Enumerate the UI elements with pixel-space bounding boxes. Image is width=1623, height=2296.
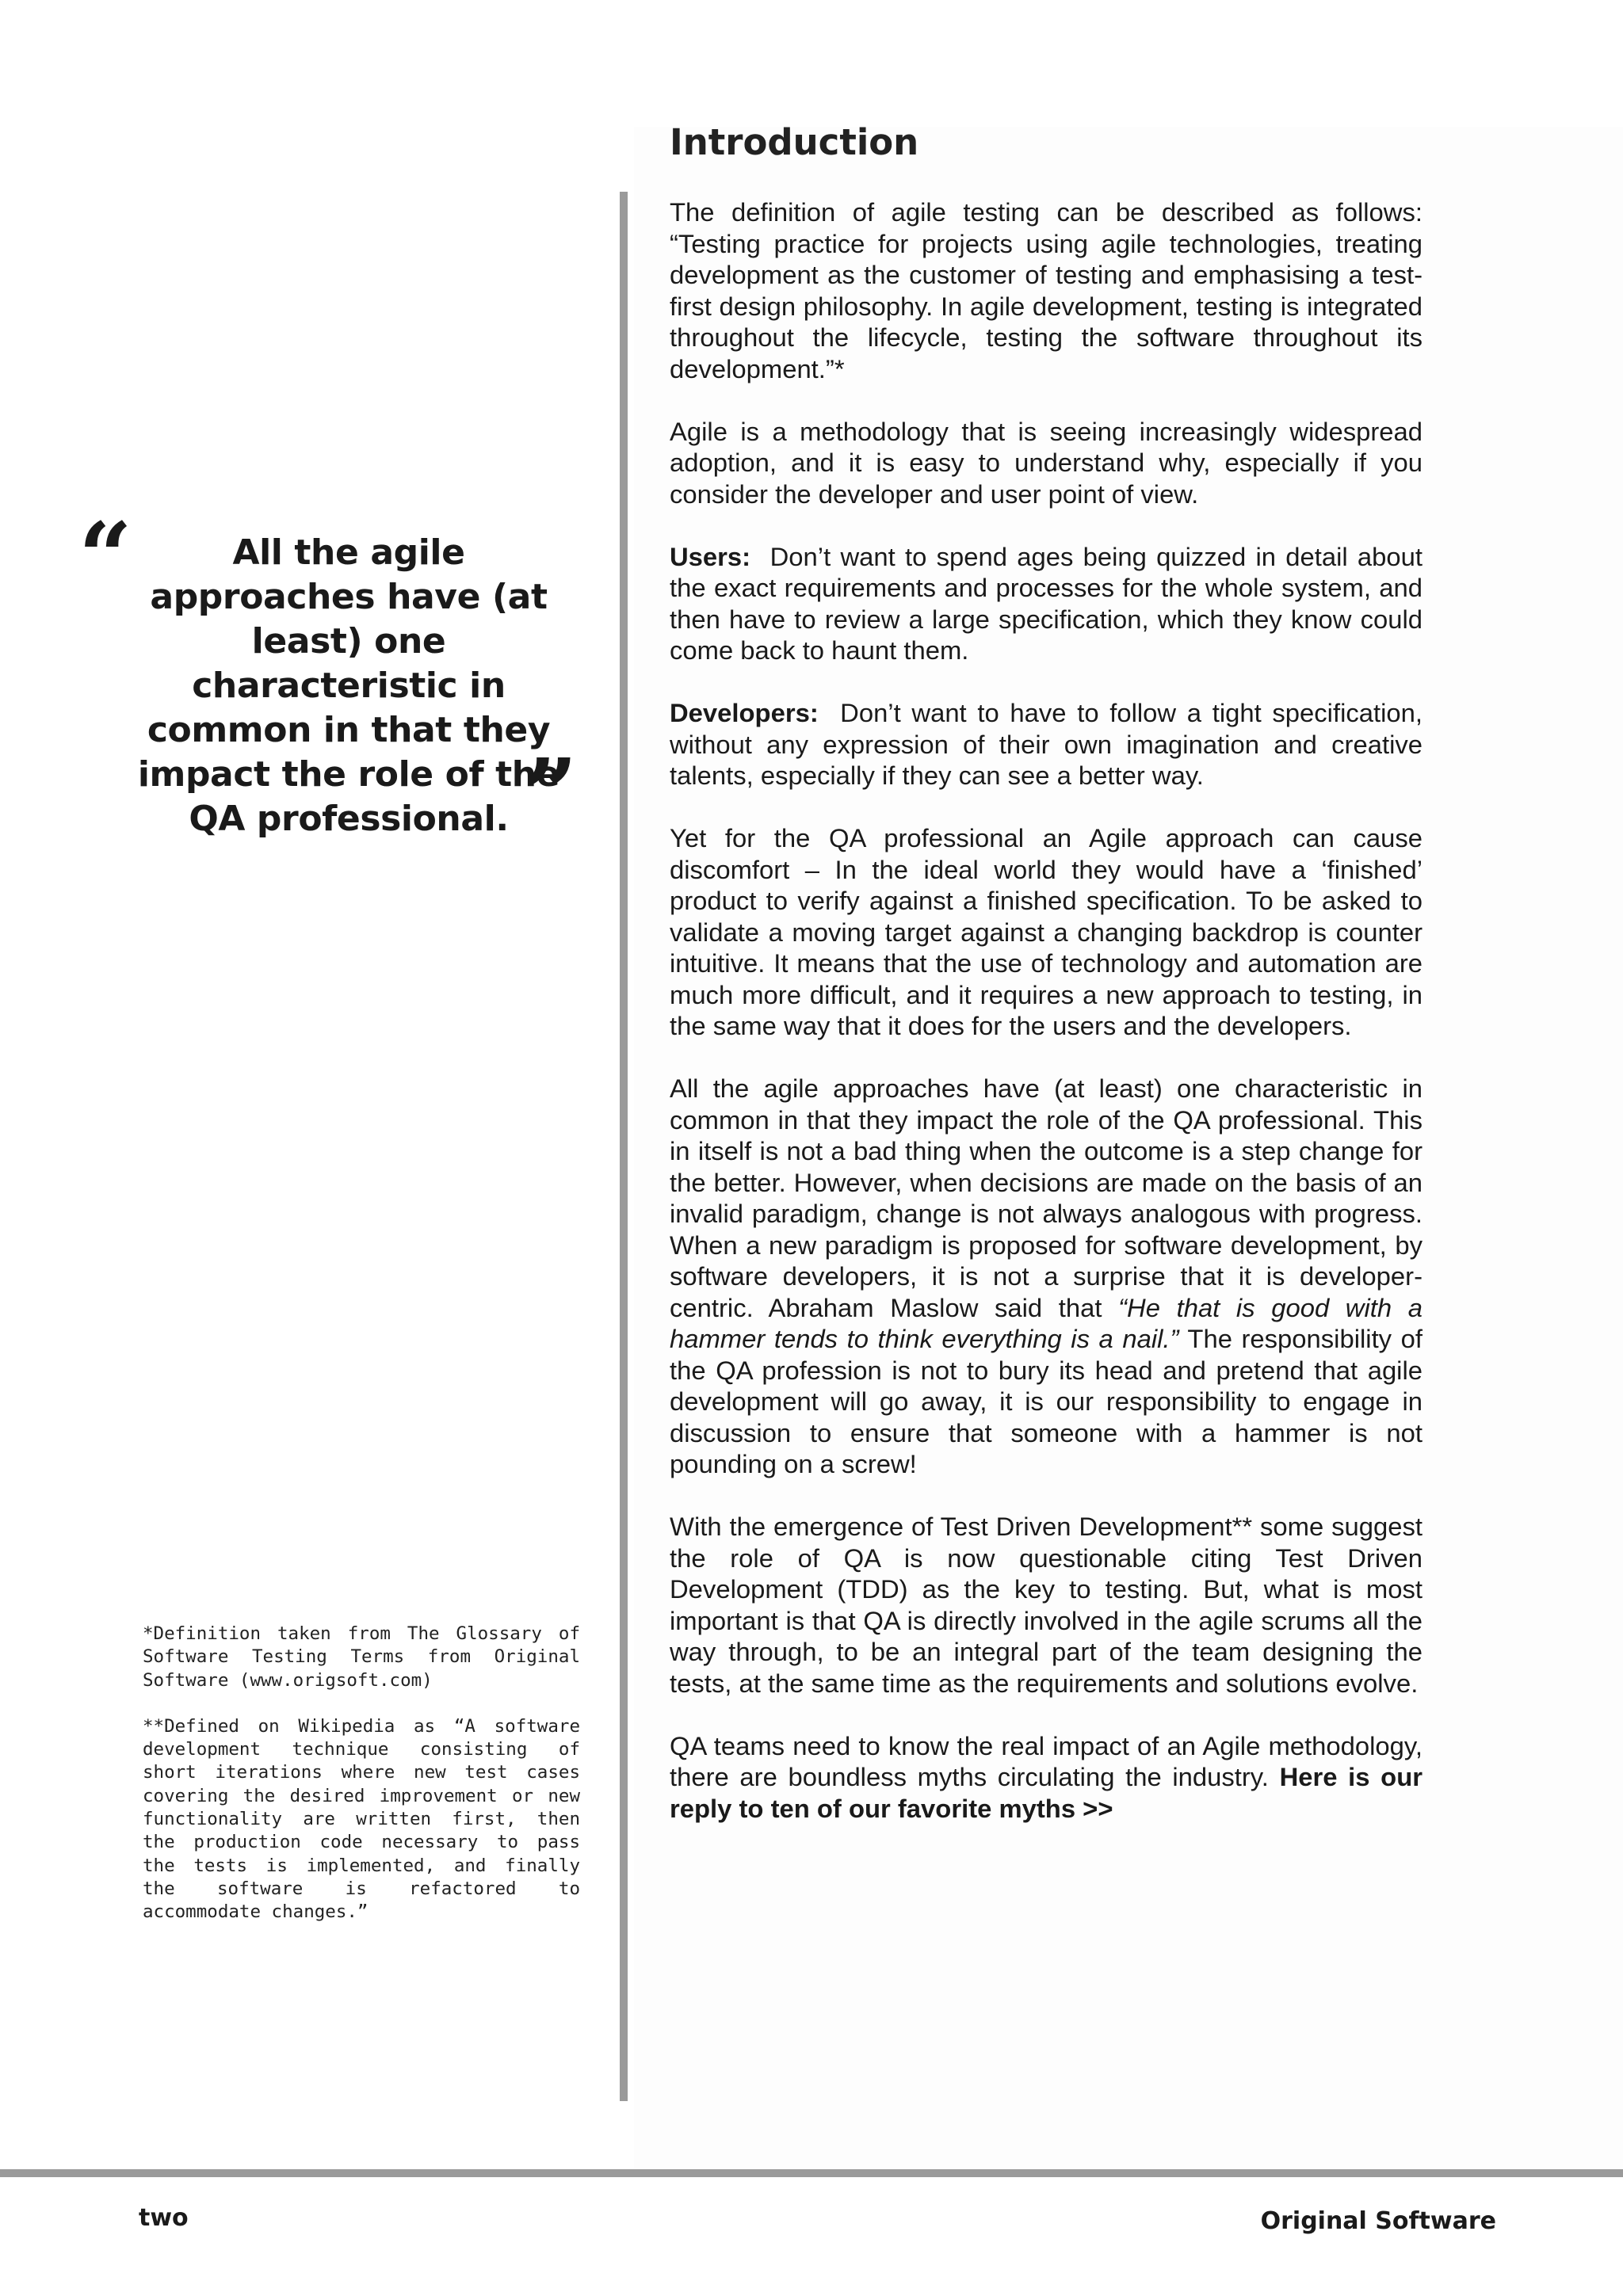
maslow-quote: “He that is good with a hammer tends to think everything is a nail.” — [670, 1292, 1423, 1353]
qa-role-text-end: The responsibility of the QA profession is not to bury its head and pretend that agile development will go away, it is our responsibility to engage in discussion to ensure that someone with a hammer is not pounding on a screw! — [670, 1324, 1423, 1478]
paragraph-qa-discomfort: Yet for the QA professional an Agile approach can cause discomfort – In the ideal world they would have a ‘finished’ product to verify against a finished specification. To be asked to validate a moving target against a changing backdrop is counter intuitive. It means that the use of technology and automation are much more difficult, and it requires a new approach to testing, in the same way that it does for the users and the developers. — [670, 823, 1423, 1040]
footnote-1: *Definition taken from The Glossary of Software Testing Terms from Original Software (www.origsoft.com) — [143, 1623, 580, 1691]
column-divider — [620, 192, 628, 2101]
footnotes — [143, 1623, 580, 1947]
close-quote-icon: ” — [524, 738, 578, 848]
myths-link-text: Here is our reply to ten of our favorite myths >> — [670, 1762, 1423, 1823]
paragraph-definition: The definition of agile testing can be described as follows: “Testing practice for projects using agile technologies, treating development as the customer of testing and emphasising a test-first design philosophy. In agile development, testing is integrated throughout the lifecycle, testing the software throughout its development.”* — [670, 197, 1423, 383]
paragraph-tdd: With the emergence of Test Driven Development** some suggest the role of QA is now questionable citing Test Driven Development (TDD) as the key to testing. But, what is most important is that QA is directly involved in the agile scrums all the way through, to be an integral part of the team designing the tests, at the same time as the requirements and solutions evolve. — [670, 1512, 1423, 1698]
paragraph-users — [670, 541, 1423, 666]
page-number: two — [139, 2204, 189, 2232]
developers-text: Don’t want to have to follow a tight specification, without any expression of their own imagination and creative talents, especially if they can see a better way. — [670, 698, 1423, 790]
paragraph-qa-role — [670, 1073, 1423, 1480]
paragraph-myths — [670, 1730, 1423, 1825]
qa-role-text-start: All the agile approaches have (at least) one characteristic in common in that they impact the role of the QA professional. This in itself is not a bad thing when the outcome is a step change for the better. However, when decisions are made on the basis of an invalid paradigm, change is not always analogous with progress. When a new paradigm is proposed for software development, by software developers, it is not a surprise that it is developer-centric. Abraham Maslow said that — [670, 1074, 1423, 1322]
footer-divider — [0, 2169, 1623, 2177]
paragraph-adoption: Agile is a methodology that is seeing increasingly widespread adoption, and it is easy to understand why, especially if you consider the developer and user point of view. — [670, 416, 1423, 509]
pull-quote — [75, 502, 582, 848]
users-text: Don’t want to spend ages being quizzed in detail about the exact requirements and processes for the whole system, and then have to review a large specification, which they know could come back to haunt them. — [670, 541, 1423, 665]
company-name: Original Software — [1260, 2207, 1496, 2235]
article — [670, 119, 1423, 1855]
myths-text: QA teams need to know the real impact of an Agile methodology, there are boundless myths circulating the industry. — [670, 1730, 1423, 1791]
open-quote-icon: “ — [78, 502, 132, 612]
paragraph-developers — [670, 697, 1423, 791]
article-heading: Introduction — [670, 121, 919, 163]
footnote-2: **Defined on Wikipedia as “A software development technique consisting of short iterations where new test cases covering the desired improvement or new functionality are written first, then the production code necessary to pass the tests is implemented, and finally the software is refactored to accommodate changes.” — [143, 1715, 580, 1923]
users-label: Users: — [670, 541, 751, 571]
pull-quote-text: All the agile approaches have (at least) one characteristic in common in that they impact the role of the QA professional. — [137, 532, 560, 839]
developers-label: Developers: — [670, 698, 819, 727]
